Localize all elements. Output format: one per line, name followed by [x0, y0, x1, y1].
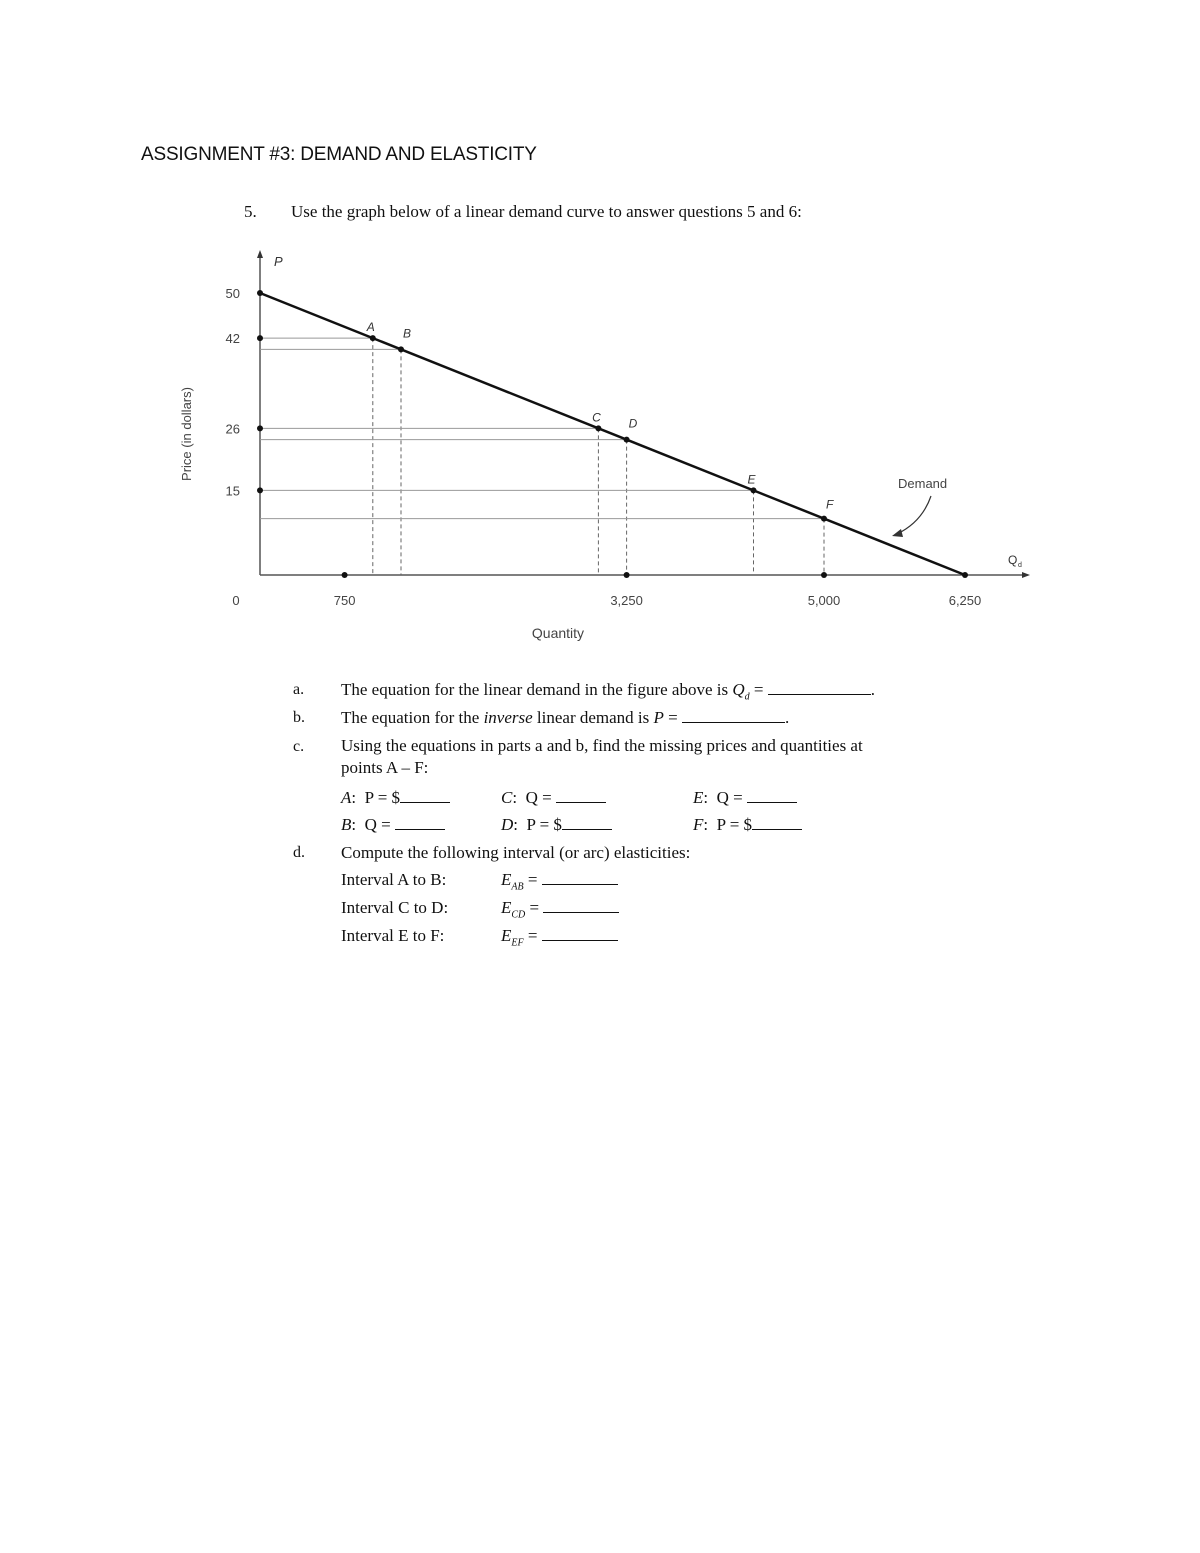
part-d-text: Compute the following interval (or arc) elasticities: [341, 843, 691, 862]
interval-cd-answer: $E_{CD}$ = [501, 898, 619, 920]
part-b-answer-blank[interactable] [682, 708, 785, 723]
blank-e-ef[interactable] [542, 926, 618, 941]
interval-ab-label: Interval A to B: [341, 870, 447, 889]
y-tick-dot [257, 487, 263, 493]
y-axis-arrow [257, 250, 263, 258]
interval-ef-answer: $E_{EF}$ = [501, 926, 618, 948]
x-axis-title: Quantity [531, 625, 585, 641]
x-axis-symbol: Q [1008, 553, 1018, 567]
origin-label: 0 [232, 593, 240, 608]
blank-f[interactable] [752, 815, 802, 830]
y-tick-dot [257, 335, 263, 341]
page-title: ASSIGNMENT #3: DEMAND AND ELASTICITY [141, 144, 537, 165]
point-f [821, 516, 827, 522]
answer-point-f: F: P = $ [693, 815, 802, 835]
answer-point-b: B: Q = [341, 815, 445, 835]
question-text: Use the graph below of a linear demand curve to answer questions 5 and 6: [291, 202, 802, 221]
x-axis-subscript: d [1018, 562, 1022, 569]
answer-point-e: E: Q = [693, 788, 797, 808]
point-label-e: E [747, 472, 756, 487]
x-tick-dot [624, 572, 630, 578]
point-c [595, 425, 601, 431]
x-tick-dot [821, 572, 827, 578]
y-tick-label: 26 [225, 421, 240, 437]
y-tick-label: 42 [225, 331, 240, 347]
part-c-label: c. [293, 738, 305, 755]
point-label-d: D [628, 416, 638, 431]
part-c-line1: Using the equations in parts a and b, find the missing prices and quantities at [341, 736, 863, 755]
answer-point-a: A: P = $ [341, 788, 450, 808]
y-tick-label: 50 [225, 286, 240, 301]
part-a-text: The equation for the linear demand in the figure above is $Q_d$ = . [341, 680, 875, 703]
x-tick-label: 3,250 [610, 593, 643, 608]
interval-cd-label: Interval C to D: [341, 898, 449, 917]
blank-c[interactable] [556, 788, 606, 803]
y-axis-symbol: P [274, 254, 283, 269]
x-axis-arrow [1022, 572, 1030, 578]
blank-b[interactable] [395, 815, 445, 830]
demand-label: Demand [898, 476, 948, 491]
interval-ab-answer: $E_{AB}$ = [501, 870, 618, 892]
point-d [624, 437, 630, 443]
x-tick-label: 750 [333, 593, 356, 608]
y-tick-dot [257, 425, 263, 431]
demand-line [260, 293, 965, 575]
y-tick-label: 15 [225, 483, 240, 499]
y-axis-title: Price (in dollars) [179, 387, 194, 481]
demand-pointer [897, 496, 931, 534]
answer-point-c: C: Q = [501, 788, 606, 808]
answer-point-d: D: P = $ [501, 815, 612, 835]
point-label-f: F [826, 497, 834, 512]
part-d-label: d. [293, 844, 305, 861]
x-tick-dot [342, 572, 348, 578]
part-a-answer-blank[interactable] [768, 680, 871, 695]
blank-a[interactable] [400, 788, 450, 803]
part-b-text: The equation for the inverse linear demand is P = . [341, 708, 790, 727]
point-e [751, 487, 757, 493]
demand-chart [170, 240, 1040, 660]
blank-d[interactable] [562, 815, 612, 830]
blank-e-ab[interactable] [542, 870, 618, 885]
point-b [398, 346, 404, 352]
part-c-line2: points A – F: [341, 758, 429, 777]
blank-e-cd[interactable] [543, 898, 619, 913]
demand-pointer-arrowhead [892, 529, 903, 537]
x-tick-label: 5,000 [807, 593, 841, 608]
point-label-a: A [366, 320, 375, 335]
point-a [370, 335, 376, 341]
interval-ef-label: Interval E to F: [341, 926, 445, 945]
point-label-b: B [403, 326, 412, 341]
question-number: 5. [244, 202, 257, 221]
part-a-label: a. [293, 681, 305, 698]
x-tick-label: 6,250 [948, 593, 982, 608]
point-label-c: C [592, 410, 601, 425]
part-b-label: b. [293, 709, 305, 726]
blank-e[interactable] [747, 788, 797, 803]
